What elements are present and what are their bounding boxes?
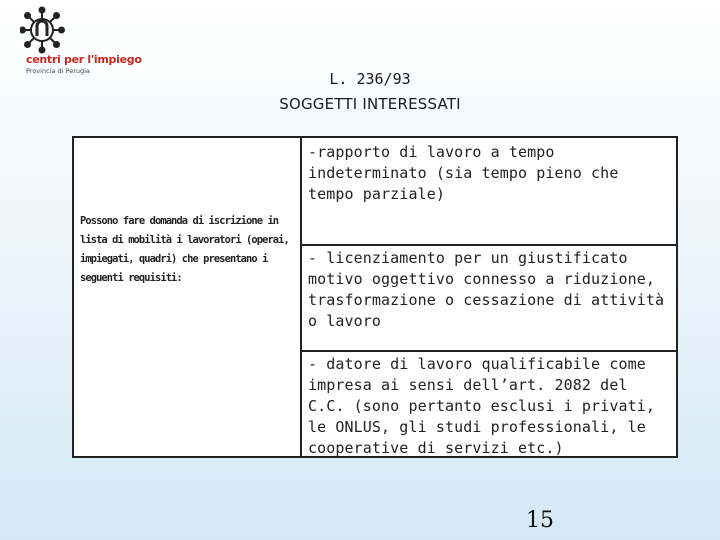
page-title: SOGGETTI INTERESSATI	[279, 95, 461, 113]
requirement-cell: -rapporto di lavoro a tempo indeterminato (sia tempo pieno che tempo parziale)	[308, 143, 619, 203]
page-number: 15	[526, 508, 554, 533]
requirement-cell: - datore di lavoro qualificabile come impresa ai sensi dell’art. 2082 del C.C. (sono pertanto esclusi i privati, le ONLUS, gli studi professionali, le cooperative di servizi etc.)	[308, 355, 655, 457]
row-divider	[302, 244, 676, 246]
logo	[20, 6, 142, 76]
logo-emblem-icon	[20, 6, 80, 54]
logo-subtitle: Provincia di Perugia	[26, 67, 90, 75]
law-title: L. 236/93	[329, 70, 411, 88]
row-divider	[302, 350, 676, 352]
column-divider	[300, 138, 302, 456]
eligibility-intro: Possono fare domanda di iscrizione in lista di mobilità i lavoratori (operai, impiegati, quadri) che presentano i seguenti requisiti:	[80, 215, 289, 284]
logo-brand-text: centri per l'impiego	[26, 53, 142, 66]
requirement-cell: - licenziamento per un giustificato motivo oggettivo connesso a riduzione, trasformazione o cessazione di attività o lavoro	[308, 249, 665, 330]
requirements-table	[72, 136, 678, 458]
